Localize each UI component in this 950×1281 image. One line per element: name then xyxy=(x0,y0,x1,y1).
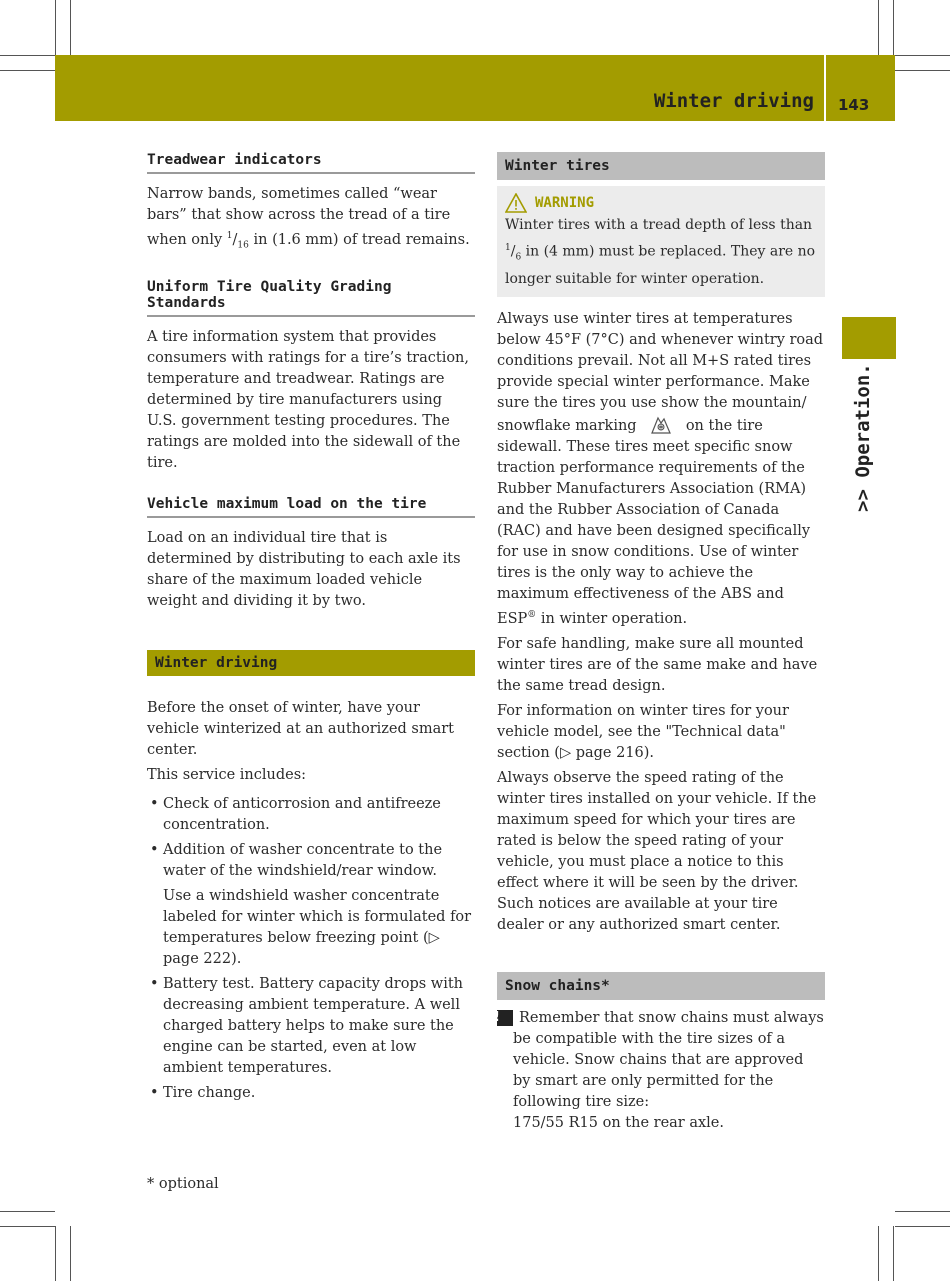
crop-mark xyxy=(893,0,894,55)
warning-triangle-icon xyxy=(505,193,527,213)
chapter-label: >> Operation. xyxy=(852,363,874,512)
crop-mark xyxy=(0,1226,55,1227)
heading-winter-driving: Winter driving xyxy=(147,650,475,676)
winter-tires-para-4: Always observe the speed rating of the winter tires installed on your vehicle. If the maximum speed for which your tires are rated is below the speed rating of your vehicle, you must place a notice to this effect where it will be seen by the driver. Such notices are available at your tire dealer or any authorized smart center. xyxy=(497,769,817,933)
list-item: • Tire change. xyxy=(150,1084,256,1101)
page-number: 143 xyxy=(838,96,870,114)
crop-mark xyxy=(0,70,55,71)
crop-mark xyxy=(895,55,950,56)
heading-utqgs: Uniform Tire Quality Grading Standards xyxy=(147,279,475,317)
warning-label: WARNING xyxy=(535,195,595,211)
list-item: • Check of anticorrosion and antifreeze concentration. xyxy=(150,795,441,833)
winter-tires-para-1: Always use winter tires at temperatures below 45°F (7°C) and whenever wintry road conditions prevail. Not all M+S rated tires provide special winter performance. Make sure the tires you use show the mountain/ snowflake marking on the tire sidewall. These tires meet specific snow traction performance requirements of the Rubber Manufacturers Association (RMA) and the Rubber Association of Canada (RAC) and have been designed specifically for use in snow conditions. Use of winter tires is the only way to achieve the maximum effectiveness of the ABS and ESP® in winter operation. xyxy=(497,310,824,627)
page-title: Winter driving xyxy=(653,90,814,112)
exclamation-icon: ! xyxy=(497,1010,513,1026)
crop-mark xyxy=(55,1226,56,1281)
utqgs-text: A tire information system that provides consumers with ratings for a tire’s traction, temperature and treadwear. Ratings are determined by tire manufacturers using U.S. government testing procedures. The ratings are molded into the sidewall of the tire. xyxy=(147,328,470,471)
crop-mark xyxy=(895,1211,950,1212)
mountain-snowflake-icon xyxy=(649,414,673,434)
crop-mark xyxy=(0,55,55,56)
heading-snow-chains: Snow chains* xyxy=(497,972,825,1000)
warning-box xyxy=(497,186,825,297)
snow-chains-note xyxy=(494,1008,825,1134)
snow-chains-tire-size: 175/55 R15 on the rear axle. xyxy=(513,1114,724,1131)
crop-mark xyxy=(70,0,71,55)
crop-mark xyxy=(895,1226,950,1227)
warning-header xyxy=(505,192,817,214)
heading-max-load: Vehicle maximum load on the tire xyxy=(147,496,475,518)
crop-mark xyxy=(878,0,879,55)
footnote: * optional xyxy=(147,1176,219,1192)
washer-note: Use a windshield washer concentrate labeled for winter which is formulated for temperatures below freezing point (▷ page 222). xyxy=(163,887,472,967)
crop-mark xyxy=(55,0,56,55)
crop-mark xyxy=(893,1226,894,1281)
left-column xyxy=(147,152,475,1104)
winter-tires-para-2: For safe handling, make sure all mounted winter tires are of the same make and have the same tread design. xyxy=(497,635,818,694)
warning-text: Winter tires with a tread depth of less than $^1/_6$ in (4 mm) must be replaced. They are no longer suitable for winter operation. xyxy=(505,217,816,288)
list-item: • Battery test. Battery capacity drops with decreasing ambient temperature. A well charged battery helps to make sure the engine can be started, even at low ambient temperatures. xyxy=(150,975,463,1076)
right-column xyxy=(494,152,825,1134)
treadwear-text: Narrow bands, sometimes called “wear bars” that show across the tread of a tire when only $^1/_{16}$ in (1.6 mm) of tread remains. xyxy=(147,186,470,251)
crop-mark xyxy=(895,70,950,71)
service-includes: This service includes: xyxy=(147,766,307,783)
list-item: • Addition of washer concentrate to the water of the windshield/rear window. Use a windshield washer concentrate labeled for winter which is formulated for temperatures below freezing point (▷ page 222). xyxy=(147,840,475,970)
heading-treadwear: Treadwear indicators xyxy=(147,152,475,174)
winter-tires-para-3: For information on winter tires for your vehicle model, see the "Technical data" section (▷ page 216). xyxy=(497,702,789,761)
crop-mark xyxy=(0,1211,55,1212)
crop-mark xyxy=(70,1226,71,1281)
crop-mark xyxy=(878,1226,879,1281)
snow-chains-text: ! Remember that snow chains must always be compatible with the tire sizes of a vehicle. Snow chains that are approved by smart are only permitted for the following tire size: xyxy=(494,1009,824,1110)
winter-driving-intro: Before the onset of winter, have your vehicle winterized at an authorized smart center. xyxy=(147,699,454,758)
heading-winter-tires: Winter tires xyxy=(497,152,825,180)
max-load-text: Load on an individual tire that is determined by distributing to each axle its share of the maximum loaded vehicle weight and dividing it by two. xyxy=(147,529,461,609)
header-divider xyxy=(824,55,826,121)
service-list xyxy=(147,794,475,1104)
